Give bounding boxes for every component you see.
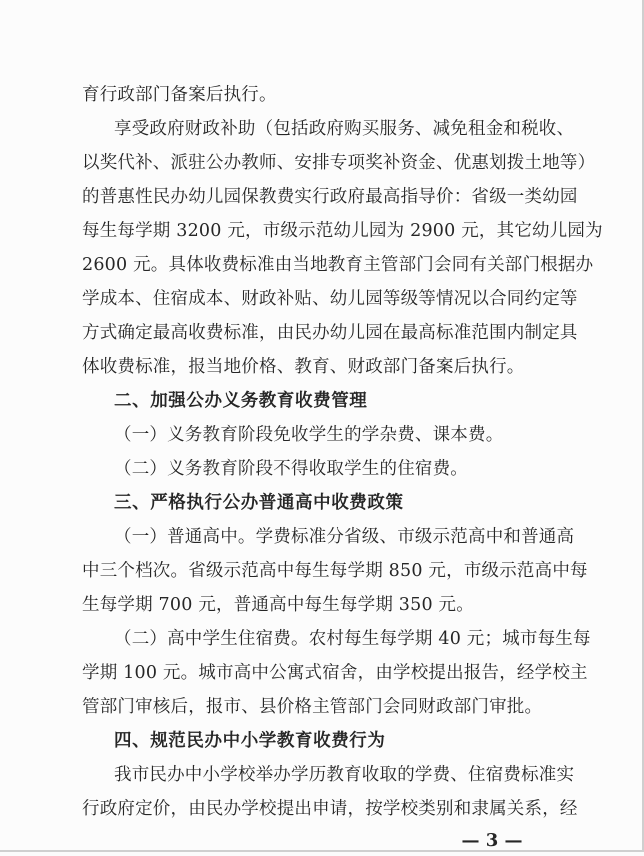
page-number: — 3 — [461, 830, 523, 851]
text-line: 的普惠性民办幼儿园保教费实行政府最高指导价：省级一类幼园 [82, 187, 578, 207]
text-line: 2600 元。具体收费标准由当地教育主管部门会同有关部门根据办 [82, 255, 594, 275]
text-line: 以奖代补、派驻公办教师、安排专项奖补资金、优惠划拨土地等） [82, 153, 596, 173]
section-heading: 四、规范民办中小学教育收费行为 [114, 731, 386, 751]
section-heading: 二、加强公办义务教育收费管理 [114, 391, 368, 411]
text-line: 生每学期 700 元，普通高中每生每学期 350 元。 [82, 595, 474, 615]
text-line: （一）义务教育阶段免收学生的学杂费、课本费。 [114, 425, 504, 445]
text-line: （一）普通高中。学费标准分省级、市级示范高中和普通高 [114, 527, 575, 547]
text-line: 体收费标准，报当地价格、教育、财政部门备案后执行。 [82, 357, 525, 377]
text-line: 我市民办中小学校举办学历教育收取的学费、住宿费标准实 [114, 765, 575, 785]
text-line: 每生每学期 3200 元，市级示范幼儿园为 2900 元，其它幼儿园为 [82, 221, 603, 241]
text-line: （二）义务教育阶段不得收取学生的住宿费。 [114, 459, 468, 479]
text-line: 学成本、住宿成本、财政补贴、幼儿园等级等情况以合同约定等 [82, 289, 578, 309]
text-line: 中三个档次。省级示范高中每生每学期 850 元，市级示范高中每 [82, 561, 588, 581]
text-line: 行政府定价，由民办学校提出申请，按学校类别和隶属关系，经 [82, 799, 578, 819]
text-line: （二）高中学生住宿费。农村每生每学期 40 元；城市每生每 [114, 629, 591, 649]
text-line: 学期 100 元。城市高中公寓式宿舍，由学校提出报告，经学校主 [82, 663, 588, 683]
text-line: 育行政部门备案后执行。 [82, 85, 277, 105]
section-heading: 三、严格执行公办普通高中收费政策 [114, 493, 404, 513]
text-line: 管部门审核后，报市、县价格主管部门会同财政部门审批。 [82, 697, 543, 717]
text-line: 享受政府财政补助（包括政府购买服务、减免租金和税收、 [114, 119, 575, 139]
text-line: 方式确定最高收费标准，由民办幼儿园在最高标准范围内制定具 [82, 323, 578, 343]
